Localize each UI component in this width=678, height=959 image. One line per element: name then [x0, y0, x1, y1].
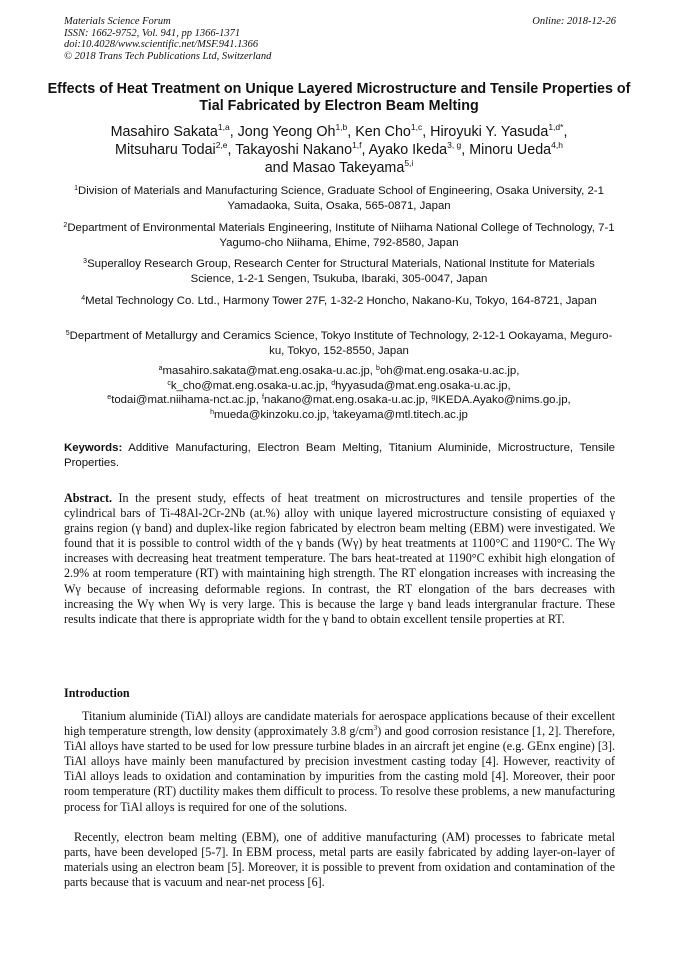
- keywords-label: Keywords:: [64, 442, 123, 454]
- journal-copyright: © 2018 Trans Tech Publications Ltd, Switzerland: [64, 50, 272, 62]
- affiliation: $^3$Superalloy Research Group, Research Center for Structural Materials, National Institute for Materials Science, 1-2-1 Sengen, Tsukuba, Ibaraki, 305-0047, Japan: [83, 258, 595, 285]
- author-list: [50, 123, 628, 177]
- email-link[interactable]: masahiro.sakata@mat.eng.osaka-u.ac.jp,: [162, 365, 377, 377]
- email-link[interactable]: hyyasuda@mat.eng.osaka-u.ac.jp,: [335, 379, 511, 392]
- affiliation: $^5$Department of Metallurgy and Ceramics Science, Tokyo Institute of Technology, 2-12-1 Ookayama, Meguro-ku, Tokyo, 152-8550, Japan: [65, 330, 613, 357]
- email-link[interactable]: mueda@kinzoku.co.jp,: [214, 409, 333, 422]
- author: Jong Yeong Oh$^{1,b}$,: [237, 122, 356, 140]
- keywords: [64, 441, 615, 471]
- email-link[interactable]: IKEDA.Ayako@nims.go.jp,: [435, 394, 571, 407]
- author: Masahiro Sakata$^{1,a}$,: [110, 122, 238, 140]
- affiliation: $^1$Division of Materials and Manufacturing Science, Graduate School of Engineering, Osaka University, 2-1 Yamadaoka, Suita, Osaka, 565-0871, Japan: [74, 185, 604, 212]
- author: Takayoshi Nakano$^{1,f}$,: [235, 140, 369, 158]
- introduction-paragraph: Titanium aluminide (TiAl) alloys are candidate materials for aerospace applications because of their excellent high temperature strength, low density (approximately 3.8 $g/cm^3$) and good corrosion resistance [1, 2]. Therefore, TiAl alloys have started to be used for low pressure turbine blades in an aircraft jet engine (e.g. GEnx engine) [3]. TiAl alloys have mainly been manufactured by precision investment casting today [4]. However, reactivity of TiAl alloys leads to oxidation and contamination by impurities from the casting mold [4]. Moreover, their poor room temperature (RT) ductility makes them difficult to process. To resolve these problems, a new manufacturing process for TiAl alloys is required for one of the solutions.: [64, 709, 615, 814]
- author: Ken Cho$^{1,c}$,: [355, 122, 431, 140]
- journal-issn: ISSN: 1662-9752, Vol. 941, pp 1366-1371: [64, 27, 241, 39]
- journal-header: [64, 16, 271, 62]
- author: Ayako Ikeda$^{3, g}$,: [368, 140, 470, 158]
- abstract-label: Abstract.: [64, 491, 113, 505]
- email-link[interactable]: k_cho@mat.eng.osaka-u.ac.jp,: [170, 379, 332, 392]
- affiliation: $^2$Department of Environmental Materials Engineering, Institute of Niihama National College of Technology, 7-1 Yagumo-cho Niihama, Ehime, 792-8580, Japan: [63, 222, 615, 249]
- email-link[interactable]: todai@mat.niihama-nct.ac.jp,: [111, 394, 263, 407]
- author: and Masao Takeyama$^{5,i}$: [264, 158, 414, 176]
- email-list: $^a$masahiro.sakata@mat.eng.osaka-u.ac.jp, $^b$oh@mat.eng.osaka-u.ac.jp, $^c$k_cho@mat.eng.osaka-u.ac.jp, $^d$hyyasuda@mat.eng.osaka-u.ac.jp, $^e$todai@mat.niihama-nct.ac.jp, $^f$nakano@mat.eng.osaka-u.ac.jp, $^g$IKEDA.Ayako@nims.go.jp, $^h$mueda@kinzoku.co.jp, $^i$takeyama@mtl.titech.ac.jp: [107, 365, 571, 422]
- email-link[interactable]: oh@mat.eng.osaka-u.ac.jp,: [379, 365, 520, 377]
- introduction-paragraph: Recently, electron beam melting (EBM), one of additive manufacturing (AM) processes to fabricate metal parts, have been developed [5-7]. In EBM process, metal parts are easily fabricated by adding layer-on-layer of materials using an electron beam [5]. Moreover, it is possible to prevent from oxidation and contamination of the parts because that is vacuum and near-net process [6].: [64, 830, 615, 890]
- affiliation: $^4$Metal Technology Co. Ltd., Harmony Tower 27F, 1-32-2 Honcho, Nakano-Ku, Tokyo, 164-8721, Japan: [81, 295, 597, 307]
- keywords-text: Additive Manufacturing, Electron Beam Melting, Titanium Aluminide, Microstructure, Tensile Properties.: [64, 442, 615, 469]
- paper-title: Effects of Heat Treatment on Unique Layered Microstructure and Tensile Properties of Tial Fabricated by Electron Beam Melting: [47, 81, 631, 114]
- email-link[interactable]: nakano@mat.eng.osaka-u.ac.jp,: [264, 394, 432, 407]
- author: Hiroyuki Y. Yasuda$^{1,d*}$,: [430, 122, 568, 140]
- journal-name: Materials Science Forum: [64, 16, 171, 27]
- abstract: [64, 491, 615, 627]
- abstract-text: In the present study, effects of heat treatment on microstructures and tensile properties of the cylindrical bars of Ti-48Al-2Cr-2Nb (at.%) alloy with unique layered microstructure consisting of equiaxed γ grains region (γ band) and duplex-like region fabricated by electron beam melting (EBM) were investigated. We found that it is possible to control width of the γ bands (Wγ) by heat treatments at 1100°C and 1190°C. The Wγ increases with decreasing heat treatment temperature. The bars heat-treated at 1190°C exhibit high elongation of 2.9% at room temperature (RT) with maintaining high strength. The RT elongation increases with increasing the Wγ because of increasing deformable regions. In contrast, the RT elongation of the bars decreases with increasing the Wγ when Wγ is very large. This is because the large γ band leads intergranular fracture. These results indicate that there is appropriate width for the γ band to obtain excellent tensile properties at RT.: [64, 491, 615, 626]
- section-heading-introduction: Introduction: [64, 686, 130, 700]
- email-link[interactable]: takeyama@mtl.titech.ac.jp: [334, 409, 468, 422]
- author: Mitsuharu Todai$^{2,e}$,: [115, 140, 236, 158]
- author: Minoru Ueda$^{4,h}$: [469, 140, 563, 158]
- journal-doi[interactable]: doi:10.4028/www.scientific.net/MSF.941.1366: [64, 39, 259, 51]
- online-date: Online: 2018-12-26: [532, 16, 616, 27]
